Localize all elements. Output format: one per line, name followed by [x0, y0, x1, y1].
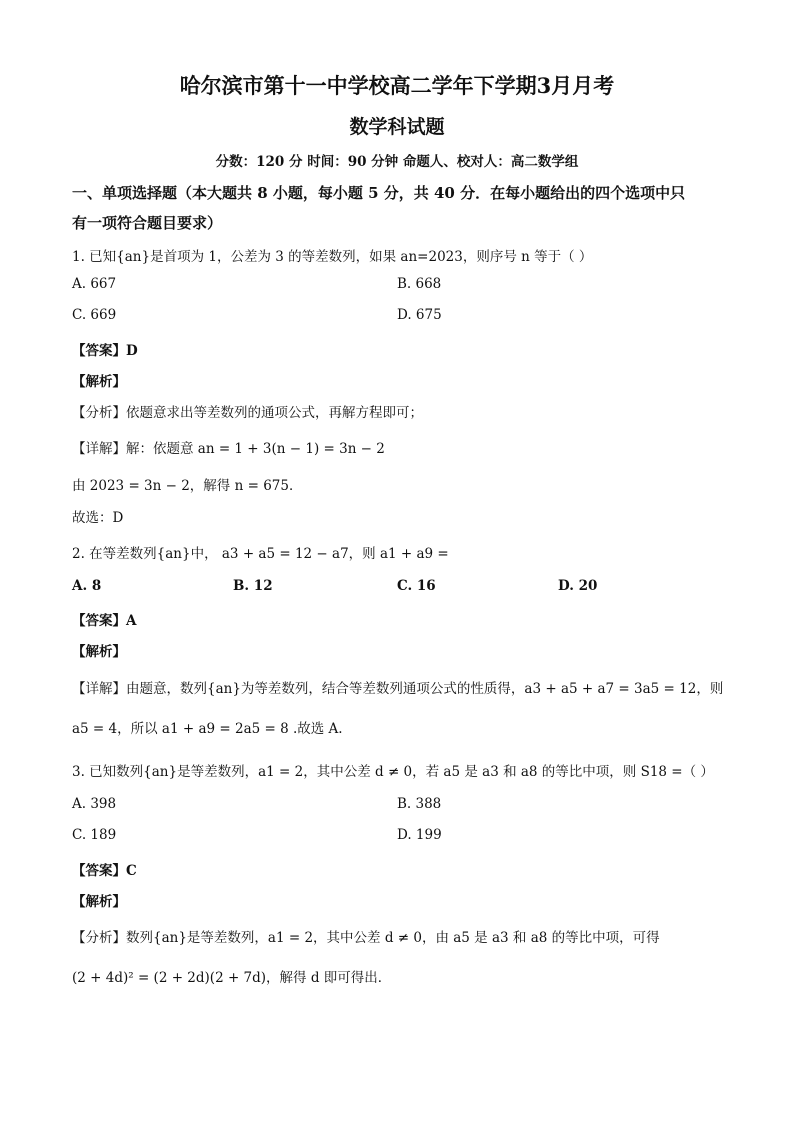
- q3-analysis-line2: (2 + 4d)² = (2 + 2d)(2 + 7d)，解得 d 即可得出．: [72, 970, 392, 986]
- q3-option-c: C. 189: [72, 827, 117, 843]
- q3-analysis-label: 【解析】: [72, 894, 126, 910]
- q2-option-c: C. 16: [397, 578, 436, 594]
- q1-option-a: A. 667: [72, 276, 117, 292]
- q1-option-d: D. 675: [397, 307, 442, 323]
- q1-analysis: 【分析】依题意求出等差数列的通项公式，再解方程即可；: [72, 405, 423, 421]
- exam-subtitle: 数学科试题: [349, 116, 445, 138]
- q3-option-b: B. 388: [397, 796, 442, 812]
- section-heading-line1: 一、单项选择题（本大题共 8 小题，每小题 5 分，共 40 分．在每小题给出的四个选项中只: [72, 184, 686, 202]
- q2-option-b: B. 12: [233, 578, 273, 594]
- q2-option-a: A. 8: [72, 578, 102, 594]
- q1-detail: 【详解】解：依题意 an = 1 + 3(n − 1) = 3n − 2: [72, 441, 385, 457]
- q3-option-a: A. 398: [72, 796, 117, 812]
- section-heading-line2: 有一项符合题目要求）: [72, 214, 223, 232]
- q3-option-d: D. 199: [397, 827, 442, 843]
- q3-analysis: 【分析】数列{an}是等差数列，a1 = 2，其中公差 d ≠ 0，由 a5 是 a3 和 a8 的等比中项，可得: [72, 930, 660, 946]
- q2-option-d: D. 20: [558, 578, 598, 594]
- q1-conclusion: 故选：D: [72, 510, 124, 526]
- q3-answer: 【答案】C: [72, 863, 137, 879]
- q2-detail: 【详解】由题意，数列{an}为等差数列，结合等差数列通项公式的性质得，a3 + a5 + a7 = 3a5 = 12，则: [72, 681, 724, 697]
- q1-answer: 【答案】D: [72, 343, 138, 359]
- q2-answer: 【答案】A: [72, 613, 137, 629]
- q1-analysis-label: 【解析】: [72, 374, 126, 390]
- q2-stem: 2. 在等差数列{an}中， a3 + a5 = 12 − a7，则 a1 + a9 =: [72, 546, 449, 562]
- q2-analysis-label: 【解析】: [72, 644, 126, 660]
- q3-stem: 3. 已知数列{an}是等差数列，a1 = 2，其中公差 d ≠ 0，若 a5 是 a3 和 a8 的等比中项，则 S18 =（ ）: [72, 764, 714, 780]
- q1-option-c: C. 669: [72, 307, 117, 323]
- q2-detail-line2: a5 = 4，所以 a1 + a9 = 2a5 = 8 .故选 A.: [72, 721, 343, 737]
- q1-stem: 1. 已知{an}是首项为 1，公差为 3 的等差数列，如果 an=2023，则序号 n 等于（ ）: [72, 249, 593, 265]
- exam-meta: 分数：120 分 时间：90 分钟 命题人、校对人：高二数学组: [215, 154, 579, 170]
- exam-title: 哈尔滨市第十一中学校高二学年下学期3月月考: [179, 73, 615, 98]
- q1-detail-line2: 由 2023 = 3n − 2，解得 n = 675．: [72, 478, 303, 494]
- q1-option-b: B. 668: [397, 276, 442, 292]
